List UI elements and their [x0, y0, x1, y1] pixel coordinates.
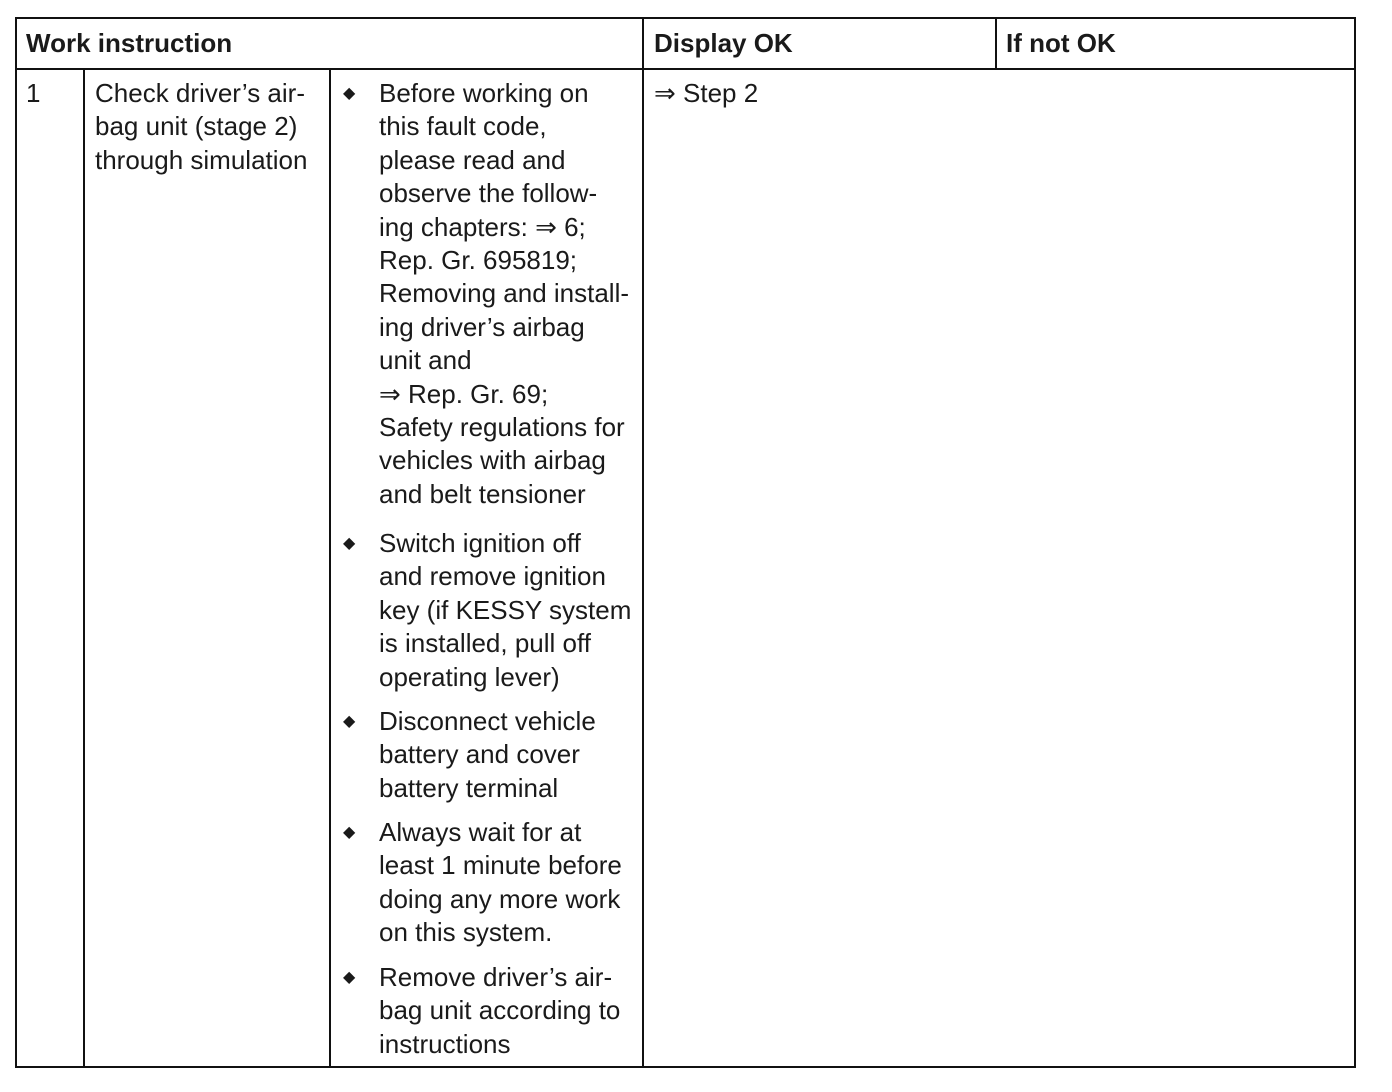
- bullet-icon: ◆: [343, 969, 356, 986]
- bullet-icon: ◆: [343, 713, 356, 730]
- header-display-ok: Display OK: [654, 28, 793, 58]
- step-number: 1: [26, 78, 41, 108]
- column-divider-task: [329, 68, 331, 1066]
- display-ok-step-link: ⇒ Step 2: [654, 78, 759, 108]
- header-if-not-ok: If not OK: [1006, 28, 1116, 58]
- work-instruction-table: [15, 17, 1356, 1068]
- column-divider-if-not-ok: [995, 19, 997, 68]
- bullet-icon: ◆: [343, 824, 356, 841]
- bullet-item: Always wait for at least 1 minute before doing any more work on this system.: [379, 817, 622, 948]
- bullet-icon: ◆: [343, 535, 356, 552]
- bullet-item: Disconnect vehicle battery and cover battery terminal: [379, 706, 596, 803]
- header-divider: [17, 68, 1354, 70]
- column-divider-display-ok: [642, 19, 644, 1066]
- bullet-item: Switch ignition off and remove ignition key (if KESSY system is installed, pull off operating lever): [379, 528, 632, 692]
- bullet-item: Remove driver’s air- bag unit according to instructions: [379, 962, 621, 1059]
- header-work-instruction: Work instruction: [26, 28, 233, 58]
- bullet-icon: ◆: [343, 85, 356, 102]
- task-description: Check driver’s air- bag unit (stage 2) through simulation: [95, 78, 308, 175]
- column-divider-step: [83, 68, 85, 1066]
- bullet-item: Before working on this fault code, please read and observe the follow- ing chapters: ⇒ 6; Rep. Gr. 695819; Removing and install- ing driver’s airbag unit and ⇒ Rep. Gr. 69; Safety regulations for vehicles with airbag and belt tensioner: [379, 78, 630, 509]
